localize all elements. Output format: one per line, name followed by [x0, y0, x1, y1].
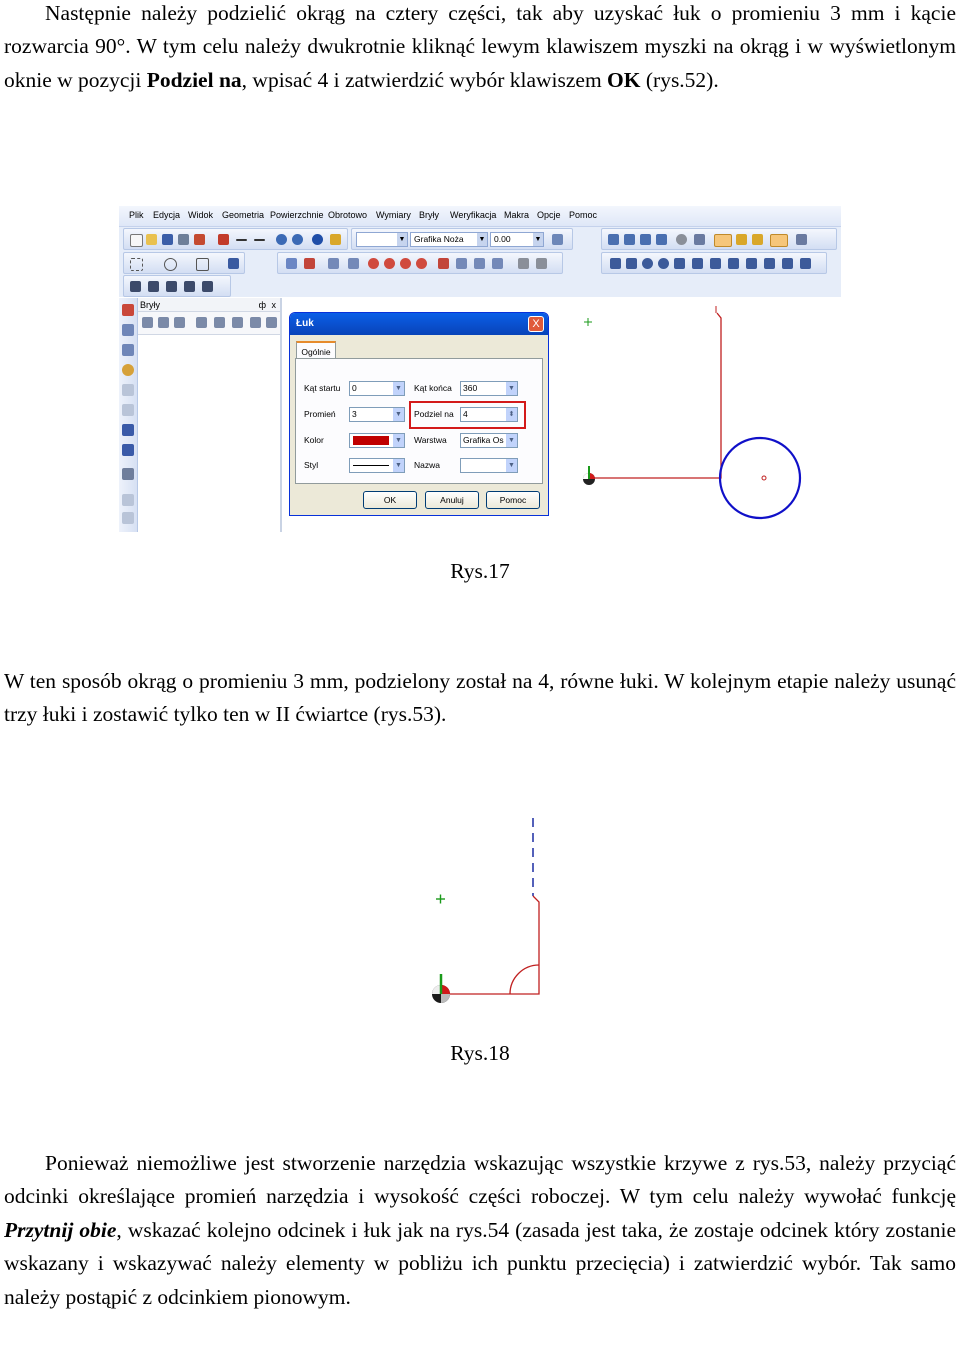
- tab-general[interactable]: Ogólnie: [296, 341, 336, 359]
- geo-tool-4-icon[interactable]: [658, 258, 669, 269]
- start-angle-label: Kąt startu: [304, 383, 341, 393]
- chevron-down-icon: ▼: [506, 382, 517, 395]
- layer-name-combo[interactable]: [410, 232, 488, 247]
- geometry-toolbar: [601, 252, 827, 274]
- select-mode-icon[interactable]: [714, 234, 732, 247]
- pen-color-icon[interactable]: [218, 234, 229, 245]
- radius-field[interactable]: [349, 407, 405, 422]
- style-field[interactable]: [349, 458, 405, 473]
- paragraph-1-bold-ok: OK: [607, 67, 641, 92]
- edit-tool-3-icon[interactable]: [328, 258, 339, 269]
- layer-combo[interactable]: [356, 232, 408, 247]
- paragraph-1-text-3: (rys.52).: [640, 67, 719, 92]
- snap-center-icon[interactable]: [656, 234, 667, 245]
- paragraph-1-bold-divide: Podziel na: [146, 67, 242, 92]
- settings-icon[interactable]: [796, 234, 807, 245]
- window-select-icon[interactable]: [196, 258, 209, 271]
- ok-button[interactable]: OK: [363, 491, 417, 509]
- panel-tool-1-icon[interactable]: [142, 317, 153, 328]
- snap-mid-icon[interactable]: [640, 234, 651, 245]
- value-combo[interactable]: [490, 232, 544, 247]
- left-tool-4-icon[interactable]: [122, 364, 134, 376]
- axis-origin-icon: [583, 466, 595, 485]
- snap-toolbar: [601, 228, 837, 250]
- edit-tool-11-icon[interactable]: [474, 258, 485, 269]
- info-icon[interactable]: [312, 234, 323, 245]
- chevron-down-icon: ▼: [506, 459, 517, 472]
- paragraph-1-text-2: , wpisać 4 i zatwierdzić wybór klawiszem: [241, 67, 608, 92]
- left-tool-1-icon[interactable]: [122, 304, 134, 316]
- end-angle-field[interactable]: [460, 381, 518, 396]
- geo-tool-3-icon[interactable]: [642, 258, 653, 269]
- paragraph-3-text-2: , wskazać kolejno odcinek i łuk jak na rys.54 (zasada jest taka, że zostaje odcinek który zostanie wskazany i wskazywać należy elementy w pobliżu ich punktu przecięcia) i zatwierdzić wybór. Tak samo należy postąpić z odcinkiem pionowym.: [4, 1217, 956, 1309]
- menu-item-macros[interactable]: Makra: [504, 210, 530, 220]
- solids-toolbar: [123, 275, 231, 297]
- circle-select-icon[interactable]: [164, 258, 177, 271]
- export-icon[interactable]: [194, 234, 205, 245]
- chevron-down-icon: ▼: [393, 459, 404, 472]
- move-icon[interactable]: [694, 234, 705, 245]
- caption-figure-18: Rys.18: [450, 1041, 510, 1065]
- panel-tool-8-icon[interactable]: [266, 317, 277, 328]
- circle[interactable]: [720, 438, 800, 518]
- geo-tool-2-icon[interactable]: [626, 258, 637, 269]
- paragraph-3-text-1: Ponieważ niemożliwe jest stworzenie narzędzia wskazując wszystkie krzywe z rys.53, należy przyciąć odcinki określające promień narzędzia i wysokość części roboczej. W tym celu należy wywołać funkcję: [4, 1151, 956, 1209]
- edit-tool-7-icon[interactable]: [400, 258, 411, 269]
- menu-item-help[interactable]: Pomoc: [569, 210, 598, 220]
- undo-icon[interactable]: [276, 234, 287, 245]
- line-style-icon[interactable]: [236, 239, 247, 241]
- help-button[interactable]: Pomoc: [486, 491, 540, 509]
- left-tool-8-icon[interactable]: [122, 444, 134, 456]
- left-tool-strip: [119, 298, 138, 532]
- cancel-button[interactable]: Anuluj: [425, 491, 479, 509]
- left-tool-7-icon[interactable]: [122, 424, 134, 436]
- chevron-down-icon: ▼: [393, 382, 404, 395]
- menu-bar: [119, 206, 841, 227]
- paragraph-3-function-name: Przytnij obie: [4, 1217, 117, 1242]
- geo-tool-10-icon[interactable]: [764, 258, 775, 269]
- left-tool-9-icon[interactable]: [122, 468, 134, 480]
- solid-tool-1-icon[interactable]: [130, 281, 141, 292]
- new-file-icon[interactable]: [130, 234, 143, 247]
- snap-end-icon[interactable]: [624, 234, 635, 245]
- color-swatch: [353, 436, 389, 445]
- menu-item-verification[interactable]: Weryfikacja: [450, 210, 497, 220]
- edit-tool-13-icon[interactable]: [518, 258, 529, 269]
- edit-tool-5-icon[interactable]: [368, 258, 379, 269]
- name-label: Nazwa: [414, 460, 440, 470]
- end-angle-value: 360: [463, 383, 478, 393]
- paragraph-1: [4, 0, 956, 97]
- grid-icon[interactable]: [676, 234, 687, 245]
- panel-tool-5-icon[interactable]: [214, 317, 225, 328]
- toolbar-row-2: [119, 251, 841, 275]
- arrow-icon[interactable]: [228, 258, 239, 269]
- line-style-sample: [353, 465, 389, 466]
- geo-tool-11-icon[interactable]: [782, 258, 793, 269]
- edit-tool-10-icon[interactable]: [456, 258, 467, 269]
- solids-panel-title: [138, 298, 280, 312]
- panel-tool-7-icon[interactable]: [250, 317, 261, 328]
- spin-arrows-icon: ⬍: [506, 408, 517, 421]
- left-tool-11-icon[interactable]: [122, 512, 134, 524]
- edit-tool-4-icon[interactable]: [348, 258, 359, 269]
- panel-tool-3-icon[interactable]: [174, 317, 185, 328]
- style-label: Styl: [304, 460, 319, 470]
- geo-tool-7-icon[interactable]: [710, 258, 721, 269]
- draw-toolbar: [123, 252, 245, 274]
- print-icon[interactable]: [178, 234, 189, 245]
- arc-quadrant-figure: [396, 808, 564, 1016]
- start-angle-value: 0: [352, 383, 357, 393]
- solids-panel-toolbar: [138, 312, 280, 335]
- menu-item-edit[interactable]: Edycja: [153, 210, 181, 220]
- edit-tool-14-icon[interactable]: [536, 258, 547, 269]
- menu-item-geometry[interactable]: Geometria: [222, 210, 265, 220]
- chevron-down-icon: ▼: [397, 233, 407, 246]
- circle-quadrant-marker: [762, 476, 766, 480]
- help-pointer-icon[interactable]: [330, 234, 341, 245]
- end-angle-label: Kąt końca: [414, 383, 452, 393]
- menu-item-options[interactable]: Opcje: [537, 210, 561, 220]
- value-combo-text: 0.00: [494, 234, 511, 244]
- paragraph-2: W ten sposób okrąg o promieniu 3 mm, podzielony został na 4, równe łuki. W kolejnym etapie należy usunąć trzy łuki i zostawić tylko ten w II ćwiartce (rys.53).: [4, 669, 956, 727]
- red-profile-line: [593, 313, 721, 478]
- geo-tool-5-icon[interactable]: [674, 258, 685, 269]
- save-icon[interactable]: [162, 234, 173, 245]
- style-toolbar: [351, 228, 573, 250]
- standard-toolbar: [123, 228, 348, 250]
- divide-value: 4: [463, 409, 468, 419]
- solid-tool-3-icon[interactable]: [166, 281, 177, 292]
- edit-tool-2-icon[interactable]: [304, 258, 315, 269]
- dialog-title: Łuk: [290, 313, 548, 335]
- name-field[interactable]: [460, 458, 518, 473]
- caption-figure-17: Rys.17: [450, 559, 510, 583]
- dialog-close-icon[interactable]: X: [528, 316, 544, 332]
- edit-tool-6-icon[interactable]: [384, 258, 395, 269]
- toolbar-row-3: [119, 275, 841, 297]
- left-tool-6-icon[interactable]: [122, 404, 134, 416]
- panel-tool-6-icon[interactable]: [232, 317, 243, 328]
- layer-field[interactable]: [460, 433, 518, 448]
- color-field[interactable]: [349, 433, 405, 448]
- layer-name-value: Grafika Nożа: [414, 234, 464, 244]
- open-folder-icon[interactable]: [146, 234, 157, 245]
- radius-label: Promień: [304, 409, 336, 419]
- divide-label: Podziel na: [414, 409, 454, 419]
- toolbar-row-1: [119, 227, 841, 251]
- chevron-down-icon: ▼: [533, 233, 543, 246]
- chevron-down-icon: ▼: [393, 434, 404, 447]
- close-icon[interactable]: x: [271, 300, 276, 310]
- menu-item-view[interactable]: Widok: [188, 210, 214, 220]
- arc-dialog: [289, 312, 549, 516]
- radius-value: 3: [352, 409, 357, 419]
- menu-item-surfaces[interactable]: Powierzchnie: [270, 210, 324, 220]
- redo-icon[interactable]: [292, 234, 303, 245]
- geo-tool-8-icon[interactable]: [728, 258, 739, 269]
- geo-tool-1-icon[interactable]: [610, 258, 621, 269]
- menu-item-dimensions[interactable]: Wymiary: [376, 210, 411, 220]
- rectangle-select-icon[interactable]: [130, 258, 143, 271]
- geo-tool-12-icon[interactable]: [800, 258, 811, 269]
- solid-tool-2-icon[interactable]: [148, 281, 159, 292]
- left-tool-5-icon[interactable]: [122, 384, 134, 396]
- geo-tool-6-icon[interactable]: [692, 258, 703, 269]
- left-tool-3-icon[interactable]: [122, 344, 134, 356]
- paragraph-1-text-1: Następnie należy podzielić okrąg na cztery części, tak aby uzyskać łuk o promieniu 3 mm i kącie rozwarcia 90°. W tym celu należy dwukrotnie kliknąć lewym klawiszem myszki na okrąg i w wyświetlonym oknie w pozycji: [4, 1, 956, 92]
- solid-tool-5-icon[interactable]: [202, 281, 213, 292]
- units-icon[interactable]: [552, 234, 563, 245]
- menu-item-rotational[interactable]: Obrotowo: [328, 210, 368, 220]
- paragraph-3: [4, 1147, 956, 1314]
- view-mode-icon[interactable]: [770, 234, 788, 247]
- edit-tool-1-icon[interactable]: [286, 258, 297, 269]
- cad-screenshot: [119, 206, 841, 532]
- layer-value: Grafika Os: [463, 435, 504, 445]
- geo-tool-9-icon[interactable]: [746, 258, 757, 269]
- edit-tool-12-icon[interactable]: [492, 258, 503, 269]
- snap-point-icon[interactable]: [608, 234, 619, 245]
- menu-item-solids[interactable]: Bryły: [419, 210, 439, 220]
- edit-tool-8-icon[interactable]: [416, 258, 427, 269]
- panel-tool-4-icon[interactable]: [196, 317, 207, 328]
- zoom-icon[interactable]: [736, 234, 747, 245]
- panel-tool-2-icon[interactable]: [158, 317, 169, 328]
- layer-label: Warstwa: [414, 435, 447, 445]
- dialog-body: [295, 358, 543, 484]
- chevron-down-icon: ▼: [393, 408, 404, 421]
- left-tool-10-icon[interactable]: [122, 494, 134, 506]
- color-label: Kolor: [304, 435, 324, 445]
- pin-icon[interactable]: ф: [258, 300, 266, 310]
- menu-item-file[interactable]: Plik: [129, 210, 144, 220]
- start-angle-field[interactable]: [349, 381, 405, 396]
- edit-tool-9-icon[interactable]: [438, 258, 449, 269]
- line-width-icon[interactable]: [254, 239, 265, 241]
- chevron-down-icon: ▼: [506, 434, 517, 447]
- divide-field[interactable]: [460, 407, 518, 422]
- edit-toolbar: [277, 252, 563, 274]
- solids-panel: [138, 298, 282, 532]
- solid-tool-4-icon[interactable]: [184, 281, 195, 292]
- left-tool-2-icon[interactable]: [122, 324, 134, 336]
- solids-panel-title-text: Bryły: [140, 300, 160, 310]
- chevron-down-icon: ▼: [477, 233, 487, 246]
- pan-icon[interactable]: [752, 234, 763, 245]
